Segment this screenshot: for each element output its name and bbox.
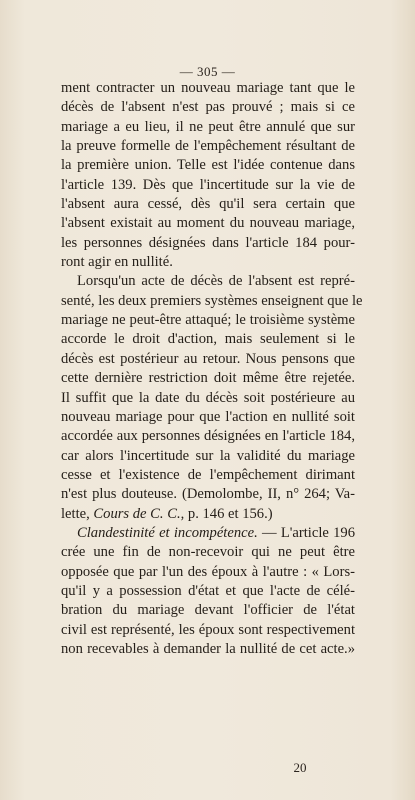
page-number: — 305 — [179, 64, 236, 79]
text-line: car alors l'incertitude sur la validité du mariage [61, 447, 355, 464]
text-line: mariage a eu lieu, il ne peut être annulé que sur [61, 118, 355, 135]
text-line: Clandestinité et incompétence. — L'article 196 [77, 524, 355, 541]
text-line: cesse et l'existence de l'empêchement dirimant [61, 466, 355, 483]
text-line: civil est représenté, les époux sont respectivement [61, 621, 355, 638]
text-line: l'absent existait au moment du nouveau mariage, [61, 215, 355, 232]
text-line: non recevables à demander la nullité de cet acte.» [61, 640, 355, 657]
italic-text: Clandestinité et incompétence. [77, 524, 258, 541]
text-line: n'est plus douteuse. (Demolombe, II, n° 264; Va- [61, 486, 355, 503]
text-line: mariage ne peut-être attaqué; le troisième système [61, 312, 355, 329]
text-line: décès est postérieur au retour. Nous pensons que [61, 350, 355, 367]
text-line: senté, les deux premiers systèmes enseignent que le [61, 292, 363, 309]
text-line: l'article 139. Dès que l'incertitude sur la vie de [61, 176, 355, 193]
text-line: cette dernière restriction doit même être rejetée. [61, 370, 355, 387]
text-line: accorde le droit d'action, mais seulement si le [61, 331, 355, 348]
text-line: bration du mariage devant l'officier de l'état [61, 602, 355, 619]
text-line: qu'il y a possession d'état et que l'acte de célé- [61, 582, 355, 599]
text-line: opposée que par l'un des époux à l'autre : « Lors- [61, 563, 355, 580]
body-text [61, 79, 363, 659]
text-line: Il suffit que la date du décès soit postérieure au [61, 389, 355, 406]
text-line: l'absent aura cessé, dès qu'il sera certain que [61, 196, 355, 213]
text-line: nouveau mariage pour que l'action en nullité soit [61, 408, 355, 425]
italic-text: Cours de C. C. [93, 505, 181, 522]
signature-mark: 20 [293, 760, 307, 775]
text-line: décès de l'absent n'est pas prouvé ; mais si ce [61, 99, 355, 116]
text-line: Lorsqu'un acte de décès de l'absent est repré- [77, 273, 355, 290]
text-line: la preuve formelle de l'empêchement résultant de [61, 138, 355, 155]
text-line: lette, Cours de C. C., p. 146 et 156.) [61, 505, 273, 522]
text-line: ront agir en nullité. [61, 254, 173, 271]
text-line: la première union. Telle est l'idée contenue dans [61, 157, 355, 174]
text-line: accordée aux personnes désignées en l'article 184, [61, 428, 355, 445]
text-line: les personnes désignées dans l'article 184 pour- [61, 234, 355, 251]
text-line: ment contracter un nouveau mariage tant que le [61, 80, 355, 96]
text-line: crée une fin de non-recevoir qui ne peut être [61, 544, 355, 561]
